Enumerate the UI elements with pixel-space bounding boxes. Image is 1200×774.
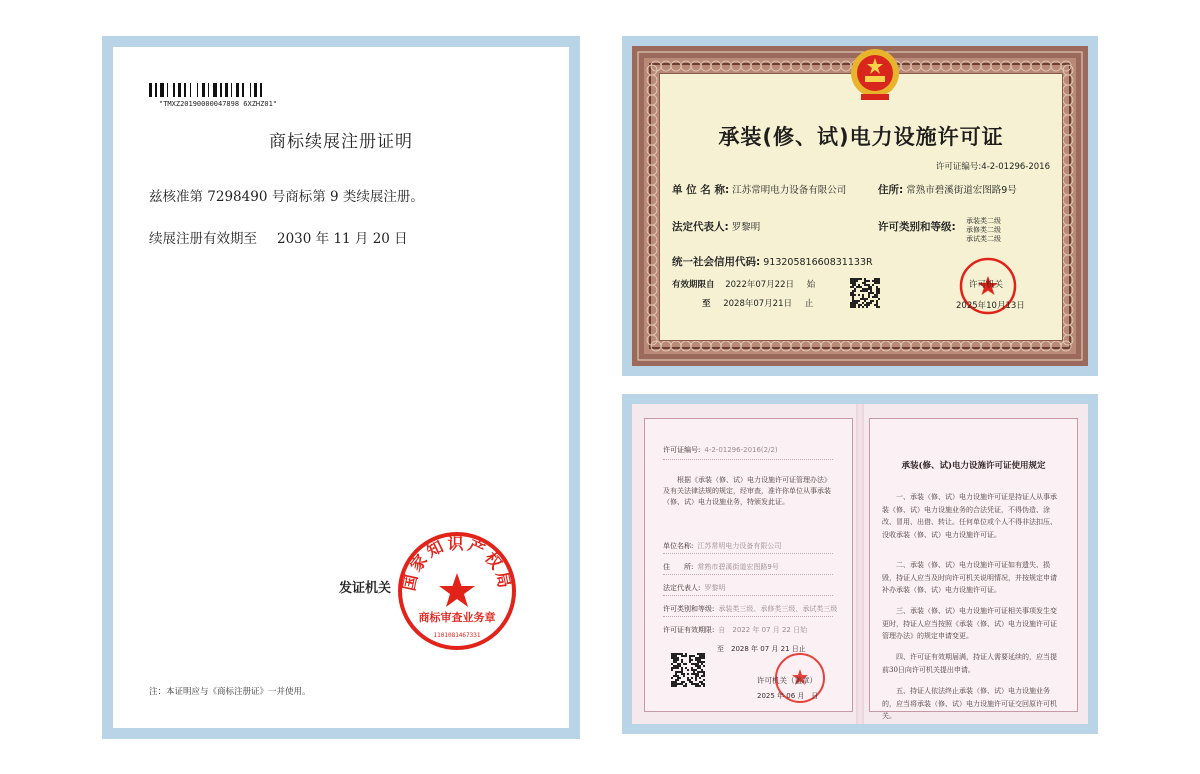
- validity-date: 2030 年 11 月 20 日: [277, 231, 408, 247]
- barcode-bar: [184, 83, 186, 97]
- barcode-bar: [167, 83, 168, 97]
- copy-license-number-value: 4-2-01296-2016(2/2): [704, 446, 778, 454]
- barcode-bar: [252, 83, 253, 97]
- rule-item: 二、承装（修、试）电力设施许可证如有遗失、损毁，持证人应当及时向许可机关说明情况，并按规定申请补办承装（修、试）电力设施许可证。: [882, 561, 1057, 594]
- unit-label: 单 位 名 称:: [672, 184, 730, 196]
- rule-item: 一、承装（修、试）电力设施许可证是持证人从事承装（修、试）电力设施业务的合法凭证，不得伪造、涂改、冒用、出借、转让。任何单位或个人不得非法扣压、没收承装（修、试）电力设施许可证。: [882, 493, 1057, 539]
- rule-item: 四、许可证有效期届满，持证人需要延续的，应当提前30日向许可机关提出申请。: [882, 653, 1057, 674]
- barcode-bar: [236, 83, 239, 97]
- barcode-bar: [245, 83, 249, 97]
- category-row: [878, 219, 956, 234]
- barcode-bar: [225, 83, 228, 97]
- license-copy-page: [632, 404, 1088, 724]
- unit-name: 江苏常明电力设备有限公司: [732, 185, 847, 196]
- page-fold: [856, 404, 864, 724]
- qr-cell: [703, 685, 705, 687]
- qr-code-icon: [671, 653, 705, 687]
- license-body: [659, 73, 1063, 341]
- barcode-bar: [231, 83, 232, 97]
- power-license-page: [632, 46, 1088, 366]
- trademark-certificate-page: [113, 47, 569, 728]
- address-row: [878, 182, 1017, 197]
- copy-validity-row: [663, 625, 807, 635]
- rule-item: 五、持证人依法终止承装（修、试）电力设施业务的，应当将承装（修、试）电力设施许可证交回原许可机关。: [882, 687, 1057, 720]
- barcode-bar: [199, 83, 201, 97]
- barcode-bar: [254, 83, 257, 97]
- validity-start: 2022年07月22日: [725, 280, 794, 290]
- category-item: 承试类二级: [966, 235, 1001, 243]
- address-value: 常熟市碧溪街道宏图路9号: [906, 185, 1017, 196]
- copy-license-number-label: 许可证编号:: [663, 446, 701, 454]
- credit-code-label: 统一社会信用代码:: [672, 256, 761, 268]
- barcode-bar: [223, 83, 224, 97]
- barcode-bar: [149, 83, 152, 97]
- license-copy-frame: [622, 394, 1098, 734]
- barcode-bar: [206, 83, 207, 97]
- validity-end-row: [702, 297, 813, 309]
- copy-address-label: 住 所:: [663, 563, 694, 571]
- barcode: [149, 83, 283, 97]
- barcode-bar: [178, 83, 181, 97]
- copy-issuer: 许可机关（盖章）: [757, 676, 817, 685]
- barcode-bar: [160, 83, 164, 97]
- credit-code-row: [672, 254, 873, 269]
- svg-text:1101081467331: 1101081467331: [433, 632, 481, 639]
- divider: [663, 574, 833, 575]
- license-number: [936, 160, 1050, 172]
- copy-validity-from: 自 2022 年 07 月 22 日始: [718, 626, 808, 634]
- barcode-bar: [192, 83, 196, 97]
- copy-category-value: 承装类三级、承修类三级、承试类三级: [718, 605, 838, 613]
- legal-rep-value: 罗黎明: [731, 222, 761, 233]
- svg-text:商标审查业务章: 商标审查业务章: [418, 611, 496, 624]
- copy-intro-text: 根据《承装（修、试）电力设施许可证管理办法》及有关法律法规的规定，经审查，准许你单位从事承装（修、试）电力设施业务，特颁发此证。: [663, 476, 831, 506]
- category-list: [966, 217, 1001, 244]
- barcode-bar: [182, 83, 183, 97]
- copy-address-value: 常熟市碧溪街道宏图路9号: [697, 563, 779, 571]
- barcode-bar: [210, 83, 212, 97]
- barcode-bar: [229, 83, 230, 97]
- trademark-certificate-frame: [102, 36, 580, 739]
- barcode-bar: [260, 83, 262, 97]
- validity-start-word: 始: [806, 280, 816, 290]
- copy-category-label: 许可类别和等级:: [663, 605, 715, 613]
- validity-end-word: 止: [804, 299, 814, 309]
- barcode-bar: [155, 83, 157, 97]
- copy-address-row: [663, 562, 779, 572]
- barcode-bar: [242, 83, 244, 97]
- unit-row: [672, 182, 846, 197]
- barcode-bar: [176, 83, 177, 97]
- footnote: 注：本证明应与《商标注册证》一并使用。: [149, 687, 311, 697]
- approval-text: 兹核准第 7298490 号商标第 9 类续展注册。: [149, 189, 424, 205]
- rules-title: 承装(修、试)电力设施许可证使用规定: [901, 461, 1046, 471]
- copy-validity-label: 许可证有效期限:: [663, 626, 715, 634]
- certificate-title: 商标续展注册证明: [269, 132, 413, 152]
- validity-end: 2028年07月21日: [723, 299, 792, 309]
- barcode-bar: [169, 83, 172, 97]
- barcode-number: "TMXZ20190000047898 6XZHZ01": [159, 100, 278, 108]
- barcode-bar: [158, 83, 159, 97]
- barcode-bar: [208, 83, 209, 97]
- barcode-bar: [187, 83, 189, 97]
- copy-license-number: [663, 445, 778, 455]
- copy-validity-to: 至 2028 年 07 月 21 日止: [717, 645, 806, 653]
- issue-date: 2025年10月13日: [956, 301, 1025, 311]
- issuer-label: 许可机关: [969, 280, 1004, 290]
- divider: [663, 459, 833, 460]
- barcode-bar: [220, 83, 222, 97]
- category-item: 承修类二级: [966, 226, 1001, 234]
- copy-issue-date: 2025 年 06 月 日: [757, 692, 819, 700]
- barcode-bar: [258, 83, 259, 97]
- validity-label: 有效期限自: [672, 280, 715, 290]
- power-license-frame: [622, 36, 1098, 376]
- copy-legal-rep-label: 法定代表人:: [663, 584, 701, 592]
- license-number-value: 4-2-01296-2016: [981, 162, 1050, 172]
- copy-category-row: [663, 604, 837, 614]
- divider: [663, 616, 833, 617]
- copy-legal-rep-value: 罗黎明: [704, 584, 726, 592]
- validity-start-row: [672, 278, 815, 290]
- credit-code-value: 91320581660831133R: [763, 257, 873, 268]
- barcode-bar: [202, 83, 205, 97]
- national-emblem-icon: [847, 46, 903, 104]
- validity-line: [149, 227, 408, 247]
- category-label: 许可类别和等级:: [878, 221, 956, 233]
- copy-unit-value: 江苏常明电力设备有限公司: [697, 542, 782, 550]
- license-copy-left-pane: [644, 418, 853, 712]
- barcode-bar: [153, 83, 154, 97]
- divider: [663, 553, 833, 554]
- copy-unit-row: [663, 541, 781, 551]
- svg-text:国家知识产权局: 国家知识产权局: [399, 534, 515, 593]
- qr-code-icon: [850, 278, 880, 308]
- license-copy-right-pane: [869, 418, 1078, 720]
- validity-to-word: 至: [702, 299, 711, 309]
- official-seal-icon: [395, 529, 519, 653]
- barcode-bar: [218, 83, 219, 97]
- legal-rep-row: [672, 219, 760, 234]
- license-title: 承装(修、试)电力设施许可证: [718, 125, 1004, 149]
- validity-label: 续展注册有效期至: [149, 231, 257, 247]
- barcode-bar: [250, 83, 251, 97]
- address-label: 住所:: [878, 184, 904, 196]
- barcode-bar: [165, 83, 166, 97]
- copy-unit-label: 单位名称:: [663, 542, 694, 550]
- copy-legal-rep-row: [663, 583, 725, 593]
- qr-cell: [878, 306, 880, 308]
- issuer-label: 发证机关: [339, 581, 392, 596]
- category-item: 承装类二级: [966, 217, 1001, 225]
- barcode-bar: [190, 83, 191, 97]
- barcode-bar: [197, 83, 198, 97]
- rule-item: 三、承装（修、试）电力设施许可证相关事项发生变更时，持证人应当按照《承装（修、试）电力设施许可证管理办法》的规定申请变更。: [882, 607, 1057, 640]
- divider: [663, 595, 833, 596]
- legal-rep-label: 法定代表人:: [672, 221, 729, 233]
- license-number-label: 许可证编号:: [935, 162, 982, 172]
- barcode-bar: [213, 83, 217, 97]
- barcode-bar: [173, 83, 175, 97]
- barcode-bar: [233, 83, 235, 97]
- barcode-bar: [240, 83, 241, 97]
